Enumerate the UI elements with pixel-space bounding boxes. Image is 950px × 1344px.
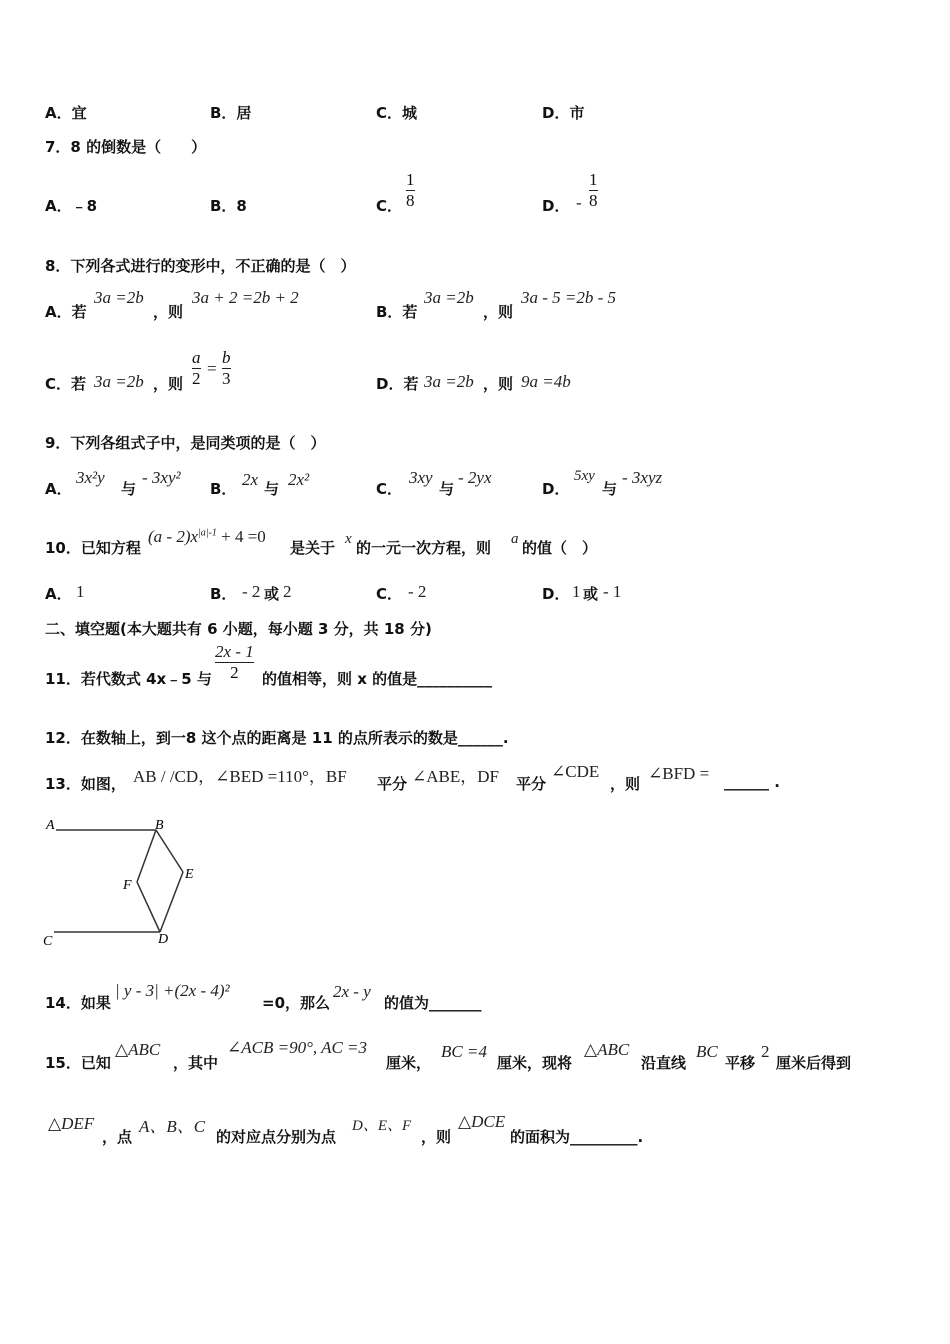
fraction-numerator: b [222,348,231,367]
label-d: D [158,932,169,947]
q8-option-b-label: B．若 [376,303,418,321]
q14-suffix: 的值为_______ [384,994,482,1012]
q8-option-b-result: 3a - 5 =2b - 5 [521,288,617,307]
q10-option-a-label: A． [45,585,72,603]
q9-option-a-expr1: 3x²y [76,468,105,487]
q13-math4: ∠BFD = [648,764,710,783]
q9-option-b-expr1: 2x [242,470,259,489]
q7-option-d-fraction [589,170,598,211]
q10-equation [148,527,266,547]
segment-ed [160,872,183,932]
q9-option-d-expr1: 5xy [574,468,595,484]
segment-fd [137,882,160,932]
q8-option-d-then: ，则 [483,375,514,393]
q7-option-b: B．8 [210,197,247,215]
q15-triangle-abc: △ABC [115,1040,161,1059]
fraction-denominator: 8 [589,191,598,210]
q15-text1: ，其中 [173,1054,219,1072]
q7-option-c-fraction [406,170,415,211]
q7-option-d-minus: - [576,193,582,212]
q15-text3: 厘米，现将 [497,1054,573,1072]
q9-option-c-label: C． [376,480,403,498]
q13-text2: 平分 [516,775,547,793]
q11-suffix: 的值相等，则 x 的值是__________ [262,670,493,688]
q9-option-a-label: A． [45,480,72,498]
segment-be [156,830,183,872]
q15-points-def: D、E、F [352,1118,412,1134]
q10-option-c-value: - 2 [408,582,427,601]
q10-variable-a: a [511,531,519,547]
q14-equals-zero: =0，那么 [262,994,331,1012]
q9-option-a-with: 与 [121,480,137,498]
label-f: F [123,878,132,893]
q15-line-bc: BC [696,1042,718,1061]
q8-option-b-condition: 3a =2b [424,288,474,307]
q8-stem: 8．下列各式进行的变形中，不正确的是（ ） [45,257,356,275]
q10-option-b-label: B． [210,585,237,603]
q9-option-d-label: D． [542,480,570,498]
fraction-numerator: 2x - 1 [215,642,254,661]
q10-option-d-or: 或 [583,585,599,603]
q15-text8: 的对应点分别为点 [216,1128,337,1146]
q15-points-abc: A、B、C [139,1117,206,1136]
q9-option-a-expr2: - 3xy² [142,468,181,487]
fraction-denominator: 8 [406,191,415,210]
q8-option-a-result: 3a + 2 =2b + 2 [192,288,299,307]
q14-expression2: 2x - y [333,982,371,1001]
q10-stem-prefix: 10．已知方程 [45,539,141,557]
q10-option-d-value2: - 1 [603,582,622,601]
q10-variable-x: x [345,531,352,547]
q10-option-a-value: 1 [76,582,85,601]
q10-option-b-value1: - 2 [242,582,261,601]
q6-option-b: B．居 [210,104,252,122]
q14-expression: | y - 3| +(2x - 4)² [115,981,230,1000]
q6-option-a: A．宜 [45,104,87,122]
fraction-denominator: 2 [192,369,201,388]
q10-stem-end: 的值（ ） [522,539,598,557]
q8-option-d-condition: 3a =2b [424,372,474,391]
q15-text4: 沿直线 [641,1054,687,1072]
q9-option-b-expr2: 2x² [288,470,310,489]
q15-text7: ，点 [102,1128,133,1146]
q7-option-d-label: D． [542,197,570,215]
fraction-numerator: 1 [589,170,598,189]
q8-option-a-then: ，则 [153,303,184,321]
q15-text2: 厘米， [386,1054,432,1072]
q10-option-b-or: 或 [264,585,280,603]
q6-option-d: D．市 [542,104,585,122]
q7-option-a: A．﹣8 [45,197,98,215]
q10-option-d-value1: 1 [572,582,581,601]
q7-option-c-label: C． [376,197,403,215]
q13-text1: 平分 [377,775,408,793]
q10-option-c-label: C． [376,585,403,603]
q15-triangle-dce: △DCE [458,1112,506,1131]
q11-fraction [215,642,254,683]
q7-stem: 7．8 的倒数是（ ） [45,138,207,156]
q15-text9: ，则 [421,1128,452,1146]
q15-text6: 厘米后得到 [776,1054,852,1072]
q9-stem: 9．下列各组式子中，是同类项的是（ ） [45,434,326,452]
fraction-denominator: 3 [222,369,231,388]
q8-option-c-equals: = [207,359,217,378]
q6-option-c: C．城 [376,104,418,122]
label-e: E [185,867,194,882]
q15-bc-length: BC =4 [441,1042,487,1061]
q9-option-c-expr1: 3xy [409,468,433,487]
q9-option-d-with: 与 [602,480,618,498]
q14-prefix: 14．如果 [45,994,111,1012]
equation-rest: + 4 =0 [216,527,266,546]
q9-option-d-expr2: - 3xyz [622,468,663,487]
q8-option-c-condition: 3a =2b [94,372,144,391]
q15-text5: 平移 [725,1054,756,1072]
section-heading: 二、填空题(本大题共有 6 小题，每小题 3 分，共 18 分) [45,620,432,638]
fraction-numerator: 1 [406,170,415,189]
q15-condition: ∠ACB =90°, AC =3 [227,1038,368,1057]
q9-option-b-with: 与 [264,480,280,498]
label-a: A [46,818,55,833]
equation-base: (a - 2)x [148,527,199,546]
q10-stem-mid2: 的一元一次方程，则 [356,539,492,557]
q13-suffix: ______ . [724,773,780,791]
q15-triangle-def: △DEF [48,1114,95,1133]
q15-prefix: 15．已知 [45,1054,111,1072]
label-b: B [155,818,164,833]
q9-option-c-with: 与 [439,480,455,498]
q8-option-b-then: ，则 [483,303,514,321]
q10-option-b-value2: 2 [283,582,292,601]
q15-text10: 的面积为_________. [510,1128,644,1146]
q12-text: 12．在数轴上，到一8 这个点的距离是 11 的点所表示的数是______. [45,729,509,747]
q13-text3: ，则 [610,775,641,793]
equation-exponent: |a|-1 [198,527,217,539]
q10-option-d-label: D． [542,585,570,603]
fraction-denominator: 2 [230,663,239,682]
q13-math3: ∠CDE [551,762,600,781]
q13-math1: AB / /CD，∠BED =110°，BF [133,767,347,786]
fraction-numerator: a [192,348,201,367]
q8-option-a-label: A．若 [45,303,87,321]
q13-geometry-figure [40,812,210,950]
q15-distance: 2 [761,1042,770,1061]
q8-option-c-label: C．若 [45,375,87,393]
q9-option-b-label: B． [210,480,237,498]
q8-option-a-condition: 3a =2b [94,288,144,307]
q8-option-d-result: 9a =4b [521,372,571,391]
label-c: C [43,934,53,949]
q10-stem-mid: 是关于 [290,539,336,557]
q9-option-c-expr2: - 2yx [458,468,492,487]
q8-option-c-fraction-right [222,348,231,389]
q15-triangle-abc-2: △ABC [584,1040,630,1059]
q8-option-c-fraction-left [192,348,201,389]
q13-math2: ∠ABE，DF [412,767,499,786]
q8-option-c-then: ，则 [153,375,184,393]
q13-prefix: 13．如图， [45,775,126,793]
q8-option-d-label: D．若 [376,375,419,393]
q11-prefix: 11．若代数式 4x﹣5 与 [45,670,212,688]
segment-bf [137,830,156,882]
